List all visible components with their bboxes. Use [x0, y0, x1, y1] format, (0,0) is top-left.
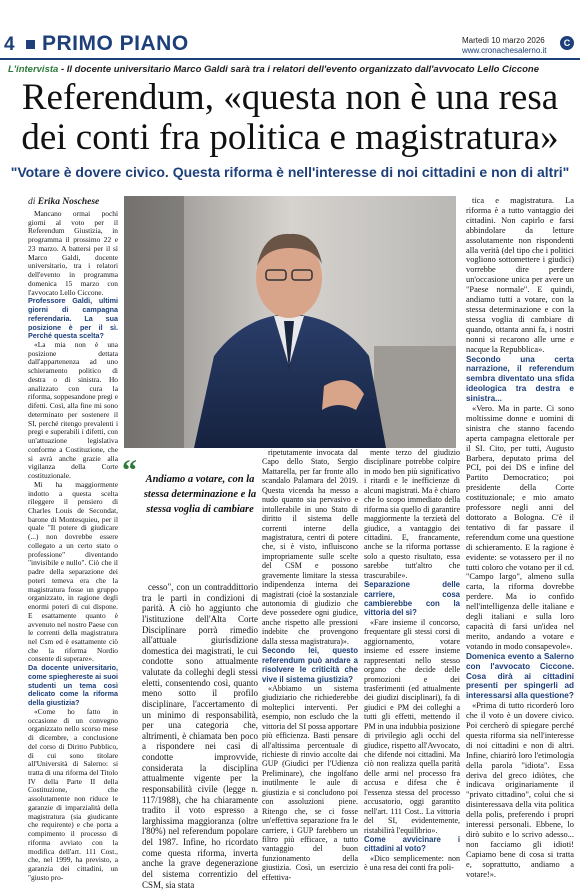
article-paragraph: «Fare insieme il concorso, frequentare gli stessi corsi di aggiornamento, votare insieme ed essere insieme rappresentati nello stesso organo che decide delle promozioni e dei trasferimenti (ed attualmente dei giudizi disciplinari), fa di giudici e PM dei colleghi a tutti gli effetti, mettendo il PM in una indubbia posizione di privilegio agli occhi del giudice, rispetto all'Avvocato, che difende noi cittadini. Ma ciò non realizza quella parità delle armi nel processo fra accusa e difesa che è l'essenza stessa del processo accusatorio, oggi garantito nell'art. 111 Cost.. La vittoria del SI, evidentemente, ristabilirà l'equilibrio».: [364, 617, 460, 835]
article-column-2: [142, 582, 258, 890]
pull-quote: Andiamo a votare, con la stessa determinazione e la stessa voglia di cambiare: [143, 474, 257, 515]
page-number: 4: [4, 34, 15, 55]
kicker: [8, 64, 578, 75]
interview-question: Professore Galdi, ultimi giorni di campagna referendaria. La sua posizione è per il sì. Perché questa scelta?: [28, 296, 118, 341]
subheadline: "Votare è dovere civico. Questa riforma è nell'interesse di noi cittadini e non di altri": [10, 164, 570, 180]
article-column-3: [262, 448, 358, 890]
header-rule: [0, 58, 580, 60]
article-paragraph: tica e magistratura. La riforma è a tutto vantaggio dei cittadini. Non capirlo e farsi abbindolare da letture assolutamente non rispondenti alla verità (del tipo che i politici vogliono sottomettere i giudici) vorrebbe dire perdere un'occasione unica per avere un "Paese normale". E quindi, andiamo tutti a votare, con la stessa determinazione e con la stessa voglia di cambiare di quando, ottanta anni fa, i nostri nonni si recarono alle urne e nacque la Repubblica».: [466, 196, 574, 354]
speaker-photo: [124, 196, 456, 448]
byline: [28, 197, 99, 207]
article-column-1: [28, 210, 118, 890]
headline: [0, 78, 580, 158]
headline-line-2: dei conti fra politica e magistratura»: [21, 117, 559, 158]
headline-line-1: Referendum, «questa non è una resa: [21, 77, 559, 118]
quote-mark-icon: “: [122, 454, 137, 487]
article-paragraph: «Prima di tutto ricorderò loro che il voto è un dovere civico. Poi cercherò di spiegare perché questa riforma sia nell'interesse di noi cittadini e non di altri. Infine, chiarirò loro l'etimologia della parola "idiota". Essa deriva del greco idiòtes, che indicava originariamente il "privato cittadino", colui che si disinteressava della vita politica della polis, preferendo i propri interessi personali. Ebbene, lo dirò subito e lo scrivo adesso... non facciamo gli idioti! Capiamo bene di cosa si tratta e, soprattutto, andiamo a votare!».: [466, 701, 574, 879]
interview-question: Da docente universitario, come spieghereste ai suoi studenti un tema così delicato come la riforma della giustizia?: [28, 663, 118, 708]
issue-date: Martedì 10 marzo 2026: [462, 36, 545, 45]
article-paragraph: «Come ho fatto in occasione di un convegno organizzato nello scorso mese di dicembre, a conclusione del corso di Diritto Pubblico, di cui sono titolare all'Università di Salerno: si tratta di una riforma del Titolo IV della Parte II della Costituzione, che assolutamente non riduce le garanzie di imparzialità della magistratura (sia giudicante che requirente) e che porta a compimento il processo di riforma avviato con la modifica dell'art. 111 Cost., che, nel 1999, ha previsto, a garanzia dei cittadini, un "giusto pro-: [28, 706, 118, 882]
article-column-5: [466, 196, 574, 890]
article-paragraph: Mancano ormai pochi giorni al voto per il Referendum Giustizia, in programma il prossimo 22 e 23 marzo. A battersi per il sì Marco Galdi, docente universitario, tra i relatori dell'evento in programma domenica 15 marzo con l'avvocato Lello Ciccone.: [28, 209, 118, 297]
article-paragraph: mente terzo del giudizio disciplinare potrebbe colpire in modo ben più significativo i ritardi e le inefficienze di alcuni magistrati. Ma è chiaro che lo scopo immediato della riforma sia quello di garantire maggiormente la terzietà del giudice, a vantaggio dei cittadini. E, francamente, anche se la riforma portasse solo a questo risultato, essa sarebbe tutt'altro che trascurabile».: [364, 448, 460, 580]
interview-question: Secondo lei, questo referendum può andare a risolvere le criticità che vive il sistema giustizia?: [262, 646, 358, 684]
speaker-photo-illustration: [124, 196, 456, 448]
interview-question: Separazione delle carriere, cosa cambierebbe con la vittoria del sì?: [364, 580, 460, 618]
section-title: PRIMO PIANO: [42, 32, 189, 55]
section-square-marker: [26, 40, 35, 49]
kicker-text: - Il docente universitario Marco Galdi sarà tra i relatori dell'evento organizzato dall'avvocato Lello Ciccone: [58, 64, 540, 75]
article-paragraph: «Vero. Ma in parte. Ci sono moltissime donne e uomini di sinistra che stanno facendo aperta campagna elettorale per il SI. Cito, per tutti, Augusto Barbera, deputato prima del PCI, poi dei DS e infine del Partito Democratico; poi presidente della Corte costituzionale; e mio amato professore negli anni del dottorato a Bologna. C'è il tentativo di far passare il referendum come una questione di schieramento. E la ragione è evidente: se votassero per il no tutti coloro che votano per il cd. "Campo largo", almeno sulla carta, la riforma dovrebbe perdere. Ma io confido nell'intelligenza delle italiane e degli italiani e sulla loro capacità di farsi un'idea nel merito, andando a votare e votando in modo consapevole».: [466, 404, 574, 651]
article-paragraph: «Dico semplicemente: non è una resa dei conti fra poli-: [364, 853, 460, 873]
article-paragraph: «Abbiamo un sistema giudiziario che richiederebbe molteplici interventi. Per esempio, non escludo che la vittoria del SI possa apportare più efficienza. Basti pensare all'altissima percentuale di richieste di rinvio accolte dai GUP (Giudici per l'Udienza Preliminare), che ingolfano inutilmente le aule di giustizia e si concludono poi con assoluzioni piene. Ritengo che, se ci fosse un'effettiva separazione fra le carriere, i GUP farebbero un filtro più efficace, a tutto vantaggio del buon funzionamento della giustizia. Così, un esercizio effettiva-: [262, 683, 358, 882]
article-paragraph: Mi ha maggiormente indotto a questa scelta rileggere il pensiero di Charles Louis de Secondat, barone di Montesquieu, per il quale "Il potere di giudicare (...) non dovrebbe essere collegato a un certo stato o professione" diventando "invisibile e nullo". Ciò che il padre della separazione dei poteri temeva era che la magistratura fosse un gruppo organizzato, in ragione degli enormi poteri di cui dispone. E esattamente quanto è avvenuto nel nostro Paese con le correnti della magistratura nel Csm ed è esattamente ciò che la riforma Nordio consente di superare».: [28, 479, 118, 664]
website-link[interactable]: www.cronachesalerno.it: [462, 46, 547, 55]
interview-question: Domenica evento a Salerno con l'avvocato Ciccone. Cosa dirà ai cittadini presenti per spingerli ad interessarsi alla questione?: [466, 651, 574, 701]
byline-author: Erika Noschese: [37, 197, 100, 207]
kicker-label: L'intervista: [8, 64, 59, 75]
interview-question: Come avvicinare i cittadini al voto?: [364, 834, 460, 854]
article-paragraph: ripetutamente invocata dal Capo dello Stato, Sergio Mattarella, per far fronte allo scandalo Palamara del 2019. Questa vicenda ha messo a nudo quanto sia pervasivo e intollerabile in uno Stato di diritto il sistema delle correnti interne della magistratura, centri di potere che, si è visto, influiscono impropriamente sulle scelte del CSM e possono gravemente limitare la stessa indipendenza interna dei magistrati (cioè la sostanziale autonomia di giudizio che deve possedere ogni giudice, anche rispetto alle pressioni indebite che provengono dalla stessa magistratura)».: [262, 448, 358, 646]
interview-question: Secondo una certa narrazione, il referendum sembra diventato una sfida ideologica tra destra e sinistra...: [466, 354, 574, 404]
article-paragraph: «La mia non è una posizione dettata dall'appartenenza ad uno schieramento politico di destra o di sinistra. Ho analizzato con cura la riforma, soppesandone pregi e difetti. Così, alla fine mi sono determinato per sostenere il SI, perché ritengo prevalenti i pregi e superabili i difetti, con un'attuazione legislativa conforme a Costituzione, che si avrà anche grazie alla vigilanza della Corte costituzionale.: [28, 340, 118, 481]
article-paragraph: cesso", con un contraddittorio tra le parti in condizioni di parità. A ciò ho aggiunto che l'istituzione dell'Alta Corte Disciplinare porrà rimedio all'attuale giurisdizione domestica dei magistrati, le cui condotte sono attualmente valutate da colleghi degli stessi eletti, consentendo così, quanto meno sotto il profilo disciplinare, l'accertamento di un minimo di responsabilità, per una categoria che, altrimenti, è chiamata ben poco a rispondere nei casi di condotte improvvide, considerata la disciplina attualmente vigente per la responsabilità civile (legge n. 117/1988), che ha chiaramente tradito il voto espresso a larghissima maggioranza (oltre l'80%) nel referendum popolare del 1987. Infine, ho ricordato come questa riforma, inverta anche la grave degenerazione del sistema correntizio del CSM, sia stata: [142, 582, 258, 890]
article-column-4: [364, 448, 460, 890]
newspaper-logo-icon: C: [560, 36, 574, 50]
byline-prefix: di: [28, 197, 38, 207]
